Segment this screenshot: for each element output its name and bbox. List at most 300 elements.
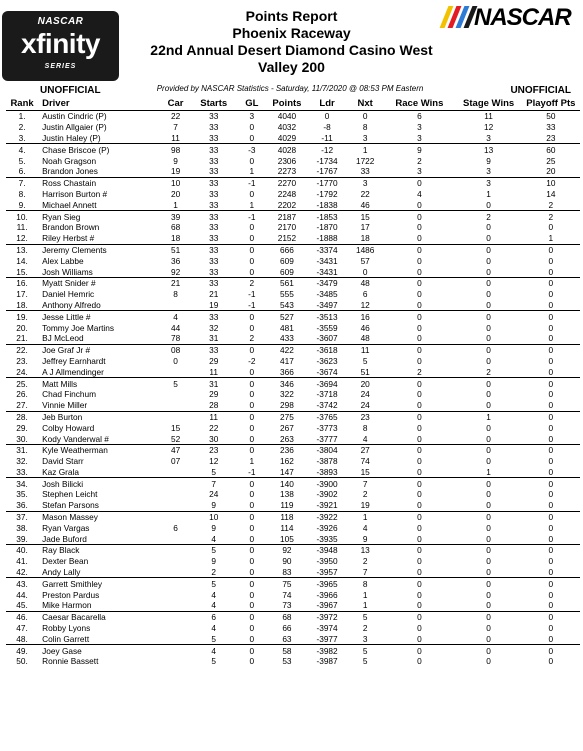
cell-gl: -1 (248, 289, 256, 300)
cell-gl: 0 (249, 512, 255, 523)
cell-playoff-pts: 2 (548, 211, 554, 222)
cell-stage-wins: 3 (456, 133, 522, 144)
cell-ldr: -3922 (316, 512, 338, 523)
cell-driver: Jeremy Clements (42, 244, 107, 255)
cell-race-wins: 0 (383, 633, 455, 644)
cell-starts: 33 (209, 122, 219, 133)
cell-playoff-pts: 0 (548, 378, 554, 389)
cell-starts: 33 (209, 278, 219, 289)
cell-driver: Colby Howard (42, 422, 95, 433)
cell-rank: 48. (6, 633, 38, 644)
cell-stage-wins: 0 (486, 656, 491, 667)
cell-driver: Ryan Vargas (42, 522, 90, 533)
cell-playoff-pts: 0 (548, 522, 554, 533)
table-row (6, 411, 580, 422)
cell-rank: 27. (6, 400, 38, 411)
cell-driver: A J Allmendinger (38, 366, 160, 377)
cell-car: 78 (161, 333, 191, 344)
cell-stage-wins: 0 (486, 345, 491, 356)
cell-gl: 0 (237, 233, 267, 244)
cell-nxt: 33 (347, 166, 383, 177)
cell-race-wins: 4 (417, 188, 422, 199)
cell-playoff-pts: 0 (548, 578, 554, 589)
cell-driver: Vinnie Miller (38, 400, 160, 411)
cell-gl: 0 (249, 389, 255, 400)
table-row (6, 266, 580, 277)
table-row (6, 300, 580, 311)
cell-stage-wins: 0 (456, 266, 522, 277)
cell-ldr: -1792 (316, 188, 338, 199)
cell-rank: 26. (16, 389, 28, 400)
cell-car (161, 633, 191, 644)
cell-playoff-pts: 0 (548, 456, 554, 467)
table-row (6, 556, 580, 567)
cell-gl: 0 (249, 311, 255, 322)
cell-rank: 4. (18, 144, 26, 155)
cell-starts: 31 (191, 333, 237, 344)
cell-points: 114 (280, 522, 294, 533)
cell-driver: Garrett Smithley (42, 578, 103, 589)
cell-rank: 36. (6, 500, 38, 511)
cell-starts: 4 (211, 645, 217, 656)
cell-gl: 0 (249, 422, 255, 433)
cell-nxt: 9 (347, 533, 383, 544)
cell-race-wins: 2 (417, 155, 422, 166)
cell-gl: 0 (249, 478, 255, 489)
cell-car (161, 389, 191, 400)
cell-points: 2273 (267, 166, 307, 177)
cell-stage-wins: 0 (486, 456, 491, 467)
cell-gl: 3 (249, 111, 255, 122)
cell-nxt: 2 (362, 489, 368, 500)
cell-driver: Daniel Hemric (42, 289, 95, 300)
cell-gl: 1 (237, 166, 267, 177)
cell-car (161, 411, 191, 422)
cell-race-wins: 0 (383, 400, 455, 411)
cell-rank: 41. (16, 556, 28, 567)
cell-driver: Joey Gase (42, 645, 82, 656)
table-row (6, 333, 580, 344)
race-name-line2: Valley 200 (258, 59, 325, 75)
cell-rank: 2. (18, 122, 26, 133)
cell-ldr: -3972 (316, 612, 338, 623)
cell-driver: Joe Graf Jr # (42, 345, 91, 356)
cell-rank: 46. (16, 612, 28, 623)
cell-stage-wins: 0 (486, 489, 491, 500)
cell-driver: Andy Lally (38, 567, 160, 578)
cell-ldr: -3893 (307, 467, 347, 478)
cell-ldr: -3513 (316, 311, 338, 322)
cell-race-wins: 0 (417, 445, 422, 456)
cell-points: 4032 (277, 122, 297, 133)
cell-playoff-pts: 0 (548, 345, 554, 356)
cell-gl: 0 (249, 122, 255, 133)
cell-rank: 50. (16, 656, 28, 667)
cell-points: 433 (267, 333, 307, 344)
cell-points: 609 (280, 255, 294, 266)
cell-rank: 14. (16, 255, 28, 266)
cell-gl: 0 (249, 255, 255, 266)
cell-rank: 43. (16, 578, 28, 589)
cell-starts: 7 (211, 478, 217, 489)
cell-race-wins: 0 (417, 623, 422, 634)
cell-points: 63 (267, 633, 307, 644)
cell-driver: Anthony Alfredo (38, 300, 160, 311)
cell-starts: 5 (191, 467, 237, 478)
cell-ldr: -3921 (307, 500, 347, 511)
cell-ldr: -1767 (307, 166, 347, 177)
cell-playoff-pts: 0 (548, 411, 554, 422)
cell-gl: 0 (237, 600, 267, 611)
col-points: Points (267, 96, 307, 111)
cell-driver: Ryan Sieg (42, 211, 81, 222)
cell-car (161, 467, 191, 478)
cell-nxt: 22 (360, 188, 370, 199)
cell-ldr: 0 (324, 111, 330, 122)
cell-car: 7 (173, 122, 178, 133)
cell-nxt: 8 (362, 122, 368, 133)
cell-stage-wins: 0 (486, 422, 491, 433)
cell-playoff-pts: 0 (522, 366, 580, 377)
table-row (6, 444, 580, 455)
cell-playoff-pts: 0 (548, 612, 554, 623)
cell-race-wins: 0 (417, 178, 422, 189)
cell-nxt: 6 (362, 289, 368, 300)
cell-car: 0 (173, 355, 178, 366)
cell-ldr: -3966 (316, 589, 338, 600)
cell-race-wins: 0 (417, 278, 422, 289)
cell-nxt: 23 (360, 411, 370, 422)
cell-starts: 28 (191, 400, 237, 411)
cell-gl: 0 (249, 244, 255, 255)
cell-stage-wins: 0 (456, 199, 522, 210)
cell-points: 68 (282, 612, 292, 623)
col-stage-wins: Stage Wins (456, 96, 522, 111)
cell-playoff-pts: 0 (548, 322, 554, 333)
cell-race-wins: 0 (417, 645, 422, 656)
cell-nxt: 16 (360, 311, 370, 322)
cell-car: 1 (161, 199, 191, 210)
cell-nxt: 0 (347, 266, 383, 277)
cell-driver: Noah Gragson (42, 155, 97, 166)
cell-nxt: 3 (347, 633, 383, 644)
cell-stage-wins: 0 (486, 222, 491, 233)
cell-ldr: -3431 (307, 266, 347, 277)
cell-car (161, 478, 191, 489)
cell-rank: 25. (16, 378, 28, 389)
cell-car (161, 533, 191, 544)
cell-car: 98 (170, 144, 181, 155)
cell-race-wins: 0 (417, 345, 422, 356)
cell-playoff-pts: 10 (546, 178, 556, 189)
cell-driver: Mason Massey (42, 512, 98, 523)
cell-car: 07 (170, 456, 181, 467)
cell-stage-wins: 0 (456, 500, 522, 511)
table-row (6, 400, 580, 411)
cell-ldr: -3900 (316, 478, 338, 489)
cell-starts: 33 (191, 266, 237, 277)
cell-points: 346 (280, 378, 294, 389)
cell-ldr: -3902 (316, 489, 338, 500)
cell-rank: 19. (16, 311, 28, 322)
cell-starts: 29 (209, 355, 219, 366)
cell-ldr: -3765 (316, 411, 338, 422)
cell-race-wins: 0 (417, 355, 422, 366)
cell-playoff-pts: 23 (522, 133, 580, 144)
cell-playoff-pts: 0 (548, 545, 554, 556)
cell-points: 275 (280, 411, 294, 422)
table-row (6, 199, 580, 210)
cell-nxt: 1 (347, 600, 383, 611)
cell-nxt: 19 (347, 500, 383, 511)
cell-rank: 38. (16, 522, 28, 533)
cell-playoff-pts: 0 (548, 222, 554, 233)
cell-stage-wins: 0 (486, 522, 491, 533)
cell-playoff-pts: 0 (548, 255, 554, 266)
cell-starts: 9 (191, 500, 237, 511)
cell-stage-wins: 0 (486, 556, 491, 567)
cell-rank: 45. (6, 600, 38, 611)
cell-gl: 0 (249, 445, 255, 456)
cell-rank: 5. (18, 155, 26, 166)
table-row (6, 545, 580, 556)
cell-car: 22 (170, 111, 181, 122)
col-driver: Driver (38, 96, 160, 111)
cell-driver: Jeffrey Earnhardt (42, 355, 106, 366)
cell-driver: Matt Mills (42, 378, 78, 389)
cell-points: 147 (267, 467, 307, 478)
cell-nxt: 1 (362, 144, 368, 155)
cell-nxt: 51 (347, 366, 383, 377)
cell-stage-wins: 12 (483, 122, 494, 133)
cell-rank: 49. (16, 645, 28, 656)
cell-gl: 0 (249, 556, 255, 567)
cell-driver: Stefan Parsons (38, 500, 160, 511)
cell-nxt: 5 (362, 612, 368, 623)
cell-ldr: -3977 (307, 633, 347, 644)
table-row (6, 600, 580, 611)
cell-car: 36 (170, 255, 181, 266)
cell-car (161, 656, 191, 667)
cell-nxt: 4 (362, 522, 368, 533)
cell-stage-wins: 0 (456, 300, 522, 311)
cell-nxt: 24 (360, 389, 370, 400)
cell-starts: 31 (209, 378, 219, 389)
cell-nxt: 4 (347, 433, 383, 444)
cell-rank: 30. (6, 433, 38, 444)
cell-stage-wins: 0 (456, 233, 522, 244)
cell-car (161, 645, 191, 656)
cell-playoff-pts: 0 (548, 589, 554, 600)
cell-driver: Mike Harmon (38, 600, 160, 611)
cell-race-wins: 0 (417, 656, 422, 667)
cell-nxt: 18 (347, 233, 383, 244)
cell-stage-wins: 0 (456, 633, 522, 644)
cell-points: 73 (267, 600, 307, 611)
cell-starts: 33 (209, 178, 219, 189)
cell-rank: 3. (6, 133, 38, 144)
cell-starts: 33 (209, 188, 219, 199)
table-row (6, 533, 580, 544)
cell-points: 119 (267, 500, 307, 511)
cell-race-wins: 2 (383, 366, 455, 377)
cell-stage-wins: 1 (486, 411, 491, 422)
cell-gl: 0 (237, 366, 267, 377)
cell-gl: 0 (249, 345, 255, 356)
cell-gl: 1 (237, 199, 267, 210)
cell-points: 58 (282, 645, 292, 656)
table-row (6, 277, 580, 288)
xfinity-logo-nascar-text: NASCAR (37, 16, 84, 27)
cell-starts: 11 (209, 411, 219, 422)
cell-nxt: 7 (362, 478, 368, 489)
cell-playoff-pts: 0 (522, 433, 580, 444)
cell-car: 52 (161, 433, 191, 444)
cell-car: 21 (170, 278, 181, 289)
cell-stage-wins: 2 (486, 211, 491, 222)
cell-driver: Robby Lyons (42, 623, 91, 634)
cell-points: 543 (267, 300, 307, 311)
cell-driver: Jesse Little # (42, 311, 91, 322)
table-row (6, 211, 580, 222)
cell-car (161, 556, 191, 567)
cell-rank: 32. (16, 456, 28, 467)
provided-by-note: Provided by NASCAR Statistics - Saturday, 11/7/2020 @ 08:53 PM Eastern (156, 84, 424, 93)
cell-playoff-pts: 1 (522, 233, 580, 244)
cell-nxt: 11 (360, 345, 370, 356)
table-row (6, 567, 580, 578)
cell-stage-wins: 0 (456, 400, 522, 411)
cell-ldr: -3485 (316, 289, 338, 300)
cell-points: 83 (267, 567, 307, 578)
cell-points: 90 (282, 556, 292, 567)
cell-stage-wins: 0 (486, 278, 491, 289)
cell-playoff-pts: 0 (548, 278, 554, 289)
cell-starts: 5 (211, 545, 217, 556)
cell-car (161, 545, 191, 556)
cell-starts: 22 (209, 422, 219, 433)
table-row (6, 311, 580, 322)
cell-race-wins: 0 (383, 533, 455, 544)
cell-playoff-pts: 0 (522, 500, 580, 511)
cell-stage-wins: 0 (486, 578, 491, 589)
cell-gl: 0 (237, 533, 267, 544)
cell-race-wins: 0 (383, 300, 455, 311)
cell-stage-wins: 0 (486, 378, 491, 389)
table-row (6, 633, 580, 644)
cell-ldr: -1888 (307, 233, 347, 244)
cell-gl: 0 (249, 623, 255, 634)
table-row (6, 222, 580, 233)
cell-driver: Michael Annett (38, 199, 160, 210)
cell-rank: 28. (16, 411, 28, 422)
cell-stage-wins: 0 (486, 612, 491, 623)
cell-points: 263 (267, 433, 307, 444)
cell-race-wins: 0 (417, 389, 422, 400)
cell-rank: 33. (6, 467, 38, 478)
col-ldr: Ldr (307, 96, 347, 111)
cell-race-wins: 0 (417, 556, 422, 567)
cell-driver: Jeb Burton (42, 411, 83, 422)
cell-gl: 2 (249, 278, 255, 289)
cell-driver: Kody Vanderwal # (38, 433, 160, 444)
cell-playoff-pts: 0 (548, 656, 554, 667)
cell-nxt: 15 (360, 211, 370, 222)
cell-car: 8 (173, 289, 178, 300)
cell-gl: -1 (237, 300, 267, 311)
cell-race-wins: 0 (417, 545, 422, 556)
cell-rank: 44. (16, 589, 28, 600)
cell-gl: 0 (249, 589, 255, 600)
cell-gl: 0 (249, 155, 255, 166)
cell-nxt: 0 (362, 111, 368, 122)
cell-points: 366 (267, 366, 307, 377)
cell-driver: Stephen Leicht (42, 489, 98, 500)
cell-playoff-pts: 0 (522, 533, 580, 544)
table-row (6, 456, 580, 467)
cell-car: 44 (170, 322, 181, 333)
cell-gl: 1 (249, 456, 255, 467)
cell-ldr: -3982 (316, 645, 338, 656)
table-row (6, 522, 580, 533)
table-row (6, 422, 580, 433)
cell-rank: 42. (6, 567, 38, 578)
cell-ldr: -3987 (316, 656, 338, 667)
cell-race-wins: 0 (417, 289, 422, 300)
cell-gl: -1 (248, 178, 256, 189)
col-rank: Rank (6, 96, 38, 111)
cell-points: 609 (267, 266, 307, 277)
cell-driver: Kyle Weatherman (42, 445, 108, 456)
cell-race-wins: 9 (417, 144, 422, 155)
cell-stage-wins: 0 (486, 445, 491, 456)
cell-ldr: -3965 (316, 578, 338, 589)
cell-rank: 37. (16, 512, 28, 523)
cell-points: 267 (280, 422, 294, 433)
cell-car: 39 (170, 211, 181, 222)
cell-ldr: -3559 (316, 322, 338, 333)
cell-nxt: 24 (347, 400, 383, 411)
cell-ldr: -3948 (316, 545, 338, 556)
cell-driver: Josh Williams (38, 266, 160, 277)
cell-driver: Dexter Bean (42, 556, 89, 567)
cell-car (161, 300, 191, 311)
cell-race-wins: 0 (417, 578, 422, 589)
cell-driver: Preston Pardus (42, 589, 100, 600)
table-row (6, 144, 580, 155)
cell-ldr: -3623 (316, 355, 338, 366)
cell-race-wins: 0 (417, 244, 422, 255)
cell-starts: 5 (211, 656, 217, 667)
cell-car (161, 600, 191, 611)
col-gl: GL (237, 96, 267, 111)
cell-driver: Austin Cindric (P) (42, 111, 107, 122)
cell-rank: 21. (6, 333, 38, 344)
cell-driver: Kaz Grala (38, 467, 160, 478)
nascar-logo-wordmark: NASCAR (474, 4, 571, 31)
cell-ldr: -1870 (316, 222, 338, 233)
cell-nxt: 7 (347, 567, 383, 578)
cell-ldr: -3431 (316, 255, 338, 266)
cell-rank: 13. (16, 244, 28, 255)
cell-starts: 33 (209, 144, 219, 155)
unofficial-label-left: UNOFFICIAL (40, 85, 101, 96)
cell-starts: 33 (209, 155, 219, 166)
cell-ldr: -3878 (316, 456, 338, 467)
cell-race-wins: 6 (417, 111, 422, 122)
cell-ldr: -3967 (307, 600, 347, 611)
cell-starts: 33 (209, 311, 219, 322)
